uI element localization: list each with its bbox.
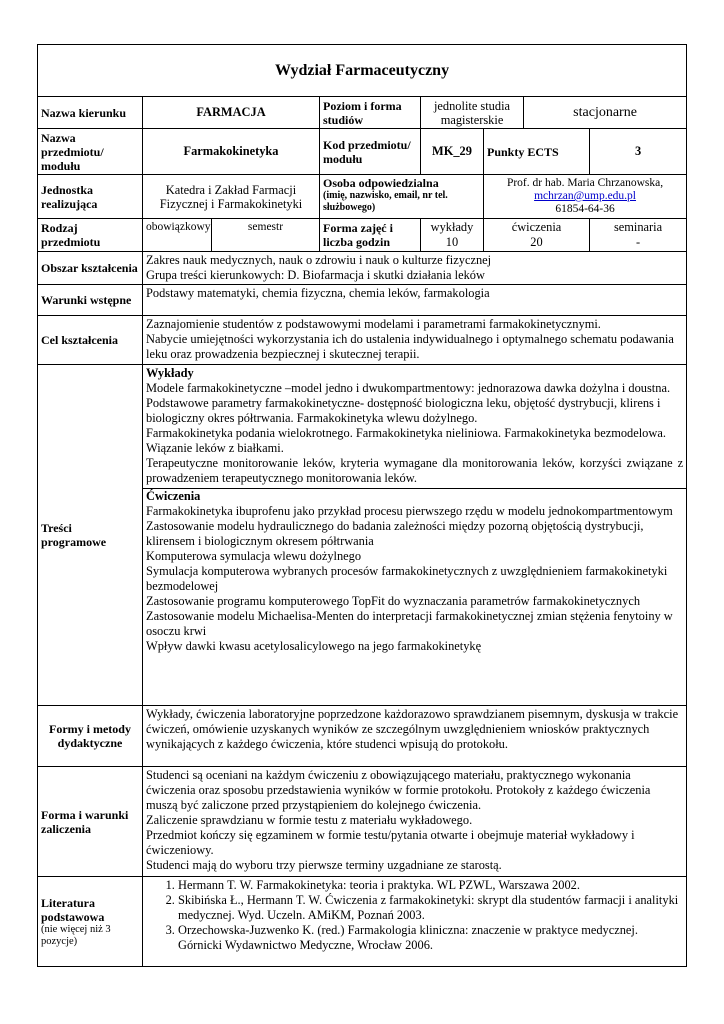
value-formy: Wykłady, ćwiczenia laboratoryjne poprzedzone każdorazowo sprawdzianem pisemnym, dyskusja w trakcie ćwiczeń, omówienie uzyskanych wyników ze szczególnym uwzględnieniem wniosków praktycznych wynikających z każdego ćwiczenia, które studenci wpisują do protokołu. — [143, 706, 687, 767]
cwiczenia-heading: Ćwiczenia — [146, 489, 201, 503]
value-osoba-name: Prof. dr hab. Maria Chrzanowska, — [506, 177, 664, 189]
zaliczenie-line: Zaliczenie sprawdzianu w formie testu z materiału wykładowego. — [146, 813, 473, 827]
label-zaliczenie: Forma i warunki zaliczenia — [38, 767, 143, 877]
value-rodzaj-2: semestr — [212, 219, 320, 252]
label-kierunek: Nazwa kierunku — [38, 97, 143, 129]
value-jednostka: Katedra i Zakład Farmacji Fizycznej i Farmakokinetyki — [143, 175, 320, 219]
label-formy: Formy i metody dydaktyczne — [38, 706, 143, 767]
wyklady-heading: Wykłady — [146, 366, 194, 380]
cwiczenia-hours: 20 — [530, 235, 543, 249]
value-warunki: Podstawy matematyki, chemia fizyczna, chemia leków, farmakologia — [143, 285, 687, 316]
label-cel: Cel kształcenia — [38, 316, 143, 365]
cwiczenia-item: Zastosowanie programu komputerowego TopFit do wyznaczania parametrów farmakokinetycznych — [146, 594, 641, 608]
course-card-table — [37, 44, 687, 967]
cel-cell — [143, 316, 687, 365]
value-poziom-2: stacjonarne — [524, 97, 687, 129]
value-osoba-email[interactable]: mchrzan@ump.edu.pl — [534, 190, 637, 202]
literatura-label-cell — [38, 877, 143, 967]
label-jednostka: Jednostka realizująca — [38, 175, 143, 219]
value-przedmiot: Farmakokinetyka — [143, 129, 320, 175]
seminaria-cell — [590, 219, 687, 252]
cwiczenia-item: Zastosowanie modelu hydraulicznego do badania zależności między pozorną objętością dystrybucji, klirensem i biologicznym okresem półtrwania — [146, 519, 644, 548]
seminaria-label: seminaria — [613, 220, 663, 234]
zaliczenie-cell — [143, 767, 687, 877]
osoba-value-cell — [484, 175, 687, 219]
literatura-cell — [143, 877, 687, 967]
wyklady-item: Farmakokinetyka podania wielokrotnego. Farmakokinetyka nieliniowa. Farmakokinetyka bezmodelowa. Wiązanie leków z białkami. — [146, 426, 666, 455]
osoba-label-cell — [320, 175, 484, 219]
value-osoba-phone: 61854-64-36 — [555, 203, 615, 215]
cwiczenia-item: Zastosowanie modelu Michaelisa-Menten do interpretacji farmakokinetycznej zmian stężenia fenytoiny w osoczu krwi — [146, 609, 673, 638]
wyklady-item: Terapeutyczne monitorowanie leków, kryteria wymagane dla monitorowania leków, korzyści związane z prowadzeniem terapeutycznego monitorowania leków. — [146, 456, 684, 485]
label-punkty: Punkty ECTS — [484, 129, 590, 175]
label-osoba: Osoba odpowiedzialna — [323, 176, 439, 190]
obszar-line: Grupa treści kierunkowych: D. Biofarmacja i skutki działania leków — [146, 268, 485, 282]
faculty-title: Wydział Farmaceutyczny — [38, 45, 687, 97]
cwiczenia-item: Farmakokinetyka ibuprofenu jako przykład procesu pierwszego rzędu w modelu jednokompartmentowym — [146, 504, 673, 518]
label-forma-zajec: Forma zajęć i liczba godzin — [320, 219, 421, 252]
wyklady-item: Podstawowe parametry farmakokinetyczne- dostępność biologiczna leku, objętość dystrybucji, klirens i biologiczny okres półtrwania. Farmakokinetyka wlewu dożylnego. — [146, 396, 661, 425]
cel-line: Zaznajomienie studentów z podstawowymi modelami i parametrami farmakokinetycznymi. — [146, 317, 601, 331]
wyklady-hours: 10 — [445, 235, 459, 249]
label-warunki: Warunki wstępne — [38, 285, 143, 316]
zaliczenie-line: Studenci są oceniani na każdym ćwiczeniu z obowiązującego materiału, praktycznego wykonania ćwiczenia oraz sposobu przedstawienia wyników w formie protokołu. Protokoły z każdego ćwiczenia muszą być zaliczone przed przystąpieniem do kolejnego ćwiczenia. — [146, 768, 651, 812]
value-rodzaj-1: obowiązkowy — [143, 219, 212, 252]
literatura-item: 3. Orzechowska-Juzwenko K. (red.) Farmakologia kliniczna: znaczenie w praktyce medycznej. Górnicki Wydawnictwo Medyczne, Wrocław 2006. — [178, 923, 683, 953]
cwiczenia-label: ćwiczenia — [511, 220, 562, 234]
literatura-list — [146, 878, 683, 953]
label-literatura: Literatura podstawowa — [41, 895, 105, 924]
literatura-item: 2. Skibińska Ł., Hermann T. W. Ćwiczenia z farmakokinetyki: skrypt dla studentów farmacji i analityki medycznej. Wyd. Uczeln. AMiKM, Poznań 2003. — [178, 893, 683, 923]
label-literatura-note: (nie więcej niż 3 pozycje) — [41, 923, 111, 947]
label-rodzaj: Rodzaj przedmiotu — [38, 219, 143, 252]
zaliczenie-line: Studenci mają do wyboru trzy pierwsze terminy uzgadniane ze starostą. — [146, 858, 502, 872]
label-tresci: Treści programowe — [38, 365, 143, 706]
label-obszar: Obszar kształcenia — [38, 252, 143, 285]
wyklady-label: wykłady — [430, 220, 474, 234]
obszar-line: Zakres nauk medycznych, nauk o zdrowiu i nauk o kulturze fizycznej — [146, 253, 492, 267]
cwiczenia-item: Komputerowa symulacja wlewu dożylnego — [146, 549, 362, 563]
cel-line: Nabycie umiejętności wykorzystania ich do ustalenia indywidualnego i optymalnego schematu podawania leku oraz prowadzenia bezpiecznej i skutecznej terapii. — [146, 332, 674, 361]
label-przedmiot: Nazwa przedmiotu/ modułu — [38, 129, 143, 175]
tresci-cell — [143, 365, 687, 706]
wyklady-cell — [421, 219, 484, 252]
value-kierunek: FARMACJA — [143, 97, 320, 129]
tresci-divider — [143, 488, 686, 654]
value-poziom-1: jednolite studia magisterskie — [421, 97, 524, 129]
literatura-item: 1. Hermann T. W. Farmakokinetyka: teoria i praktyka. WL PZWL, Warszawa 2002. — [178, 878, 683, 893]
label-kod: Kod przedmiotu/ modułu — [320, 129, 421, 175]
seminaria-hours: - — [635, 235, 641, 249]
cwiczenia-item: Wpływ dawki kwasu acetylosalicylowego na jego farmakokinetykę — [146, 639, 482, 653]
wyklady-item: Modele farmakokinetyczne –model jedno i dwukompartmentowy: jednorazowa dawka dożylna i doustna. — [146, 381, 671, 395]
zaliczenie-line: Przedmiot kończy się egzaminem w formie testu/pytania otwarte i obejmuje materiał wykładowy i ćwiczeniowy. — [146, 828, 635, 857]
cwiczenia-cell — [484, 219, 590, 252]
obszar-cell — [143, 252, 687, 285]
cwiczenia-item: Symulacja komputerowa wybranych procesów farmakokinetycznych z uwzględnieniem farmakokinetyki bezmodelowej — [146, 564, 668, 593]
value-punkty: 3 — [590, 129, 687, 175]
value-kod: MK_29 — [421, 129, 484, 175]
label-osoba-hint: (imię, nazwisko, email, nr tel. służbowego) — [323, 190, 448, 213]
label-poziom: Poziom i forma studiów — [320, 97, 421, 129]
